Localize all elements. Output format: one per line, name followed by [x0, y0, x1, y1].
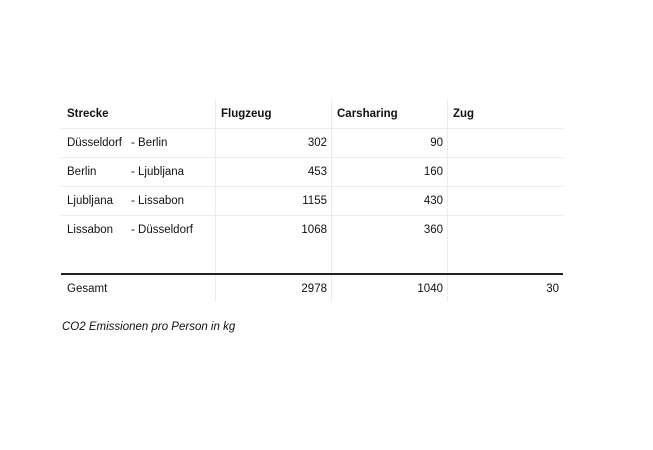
header-zug: Zug: [447, 99, 563, 128]
route-cell: [61, 187, 215, 215]
route-cell: [61, 158, 215, 186]
header-carsharing: Carsharing: [331, 99, 447, 128]
zug-value: [447, 129, 563, 157]
table-row: [61, 158, 563, 187]
zug-value: [447, 187, 563, 215]
spacer-row: [61, 244, 563, 273]
carsharing-value: 90: [331, 129, 447, 157]
route-from: Düsseldorf: [67, 137, 122, 149]
table-row: [61, 129, 563, 158]
total-zug: 30: [447, 275, 563, 302]
total-carsharing: 1040: [331, 275, 447, 302]
table-row: [61, 216, 563, 244]
total-row: [61, 273, 563, 302]
total-flugzeug: 2978: [215, 275, 331, 302]
header-strecke: Strecke: [67, 107, 109, 120]
total-label: Gesamt: [67, 282, 108, 295]
route-cell: [61, 216, 215, 244]
header-flugzeug: Flugzeug: [215, 99, 331, 128]
route-to: - Düsseldorf: [131, 224, 193, 236]
table-caption: CO2 Emissionen pro Person in kg: [62, 321, 236, 333]
table-header-row: [61, 99, 563, 129]
flugzeug-value: 1068: [215, 216, 331, 244]
carsharing-value: 160: [331, 158, 447, 186]
zug-value: [447, 158, 563, 186]
route-to: - Berlin: [131, 137, 168, 149]
route-from: Lissabon: [67, 224, 114, 236]
flugzeug-value: 302: [215, 129, 331, 157]
carsharing-value: 430: [331, 187, 447, 215]
route-from: Berlin: [67, 166, 97, 178]
flugzeug-value: 1155: [215, 187, 331, 215]
carsharing-value: 360: [331, 216, 447, 244]
route-from: Ljubljana: [67, 195, 114, 207]
route-to: - Lissabon: [131, 195, 185, 207]
table-row: [61, 187, 563, 216]
zug-value: [447, 216, 563, 244]
route-cell: [61, 129, 215, 157]
emissions-table: [61, 99, 563, 302]
route-to: - Ljubljana: [131, 166, 185, 178]
flugzeug-value: 453: [215, 158, 331, 186]
